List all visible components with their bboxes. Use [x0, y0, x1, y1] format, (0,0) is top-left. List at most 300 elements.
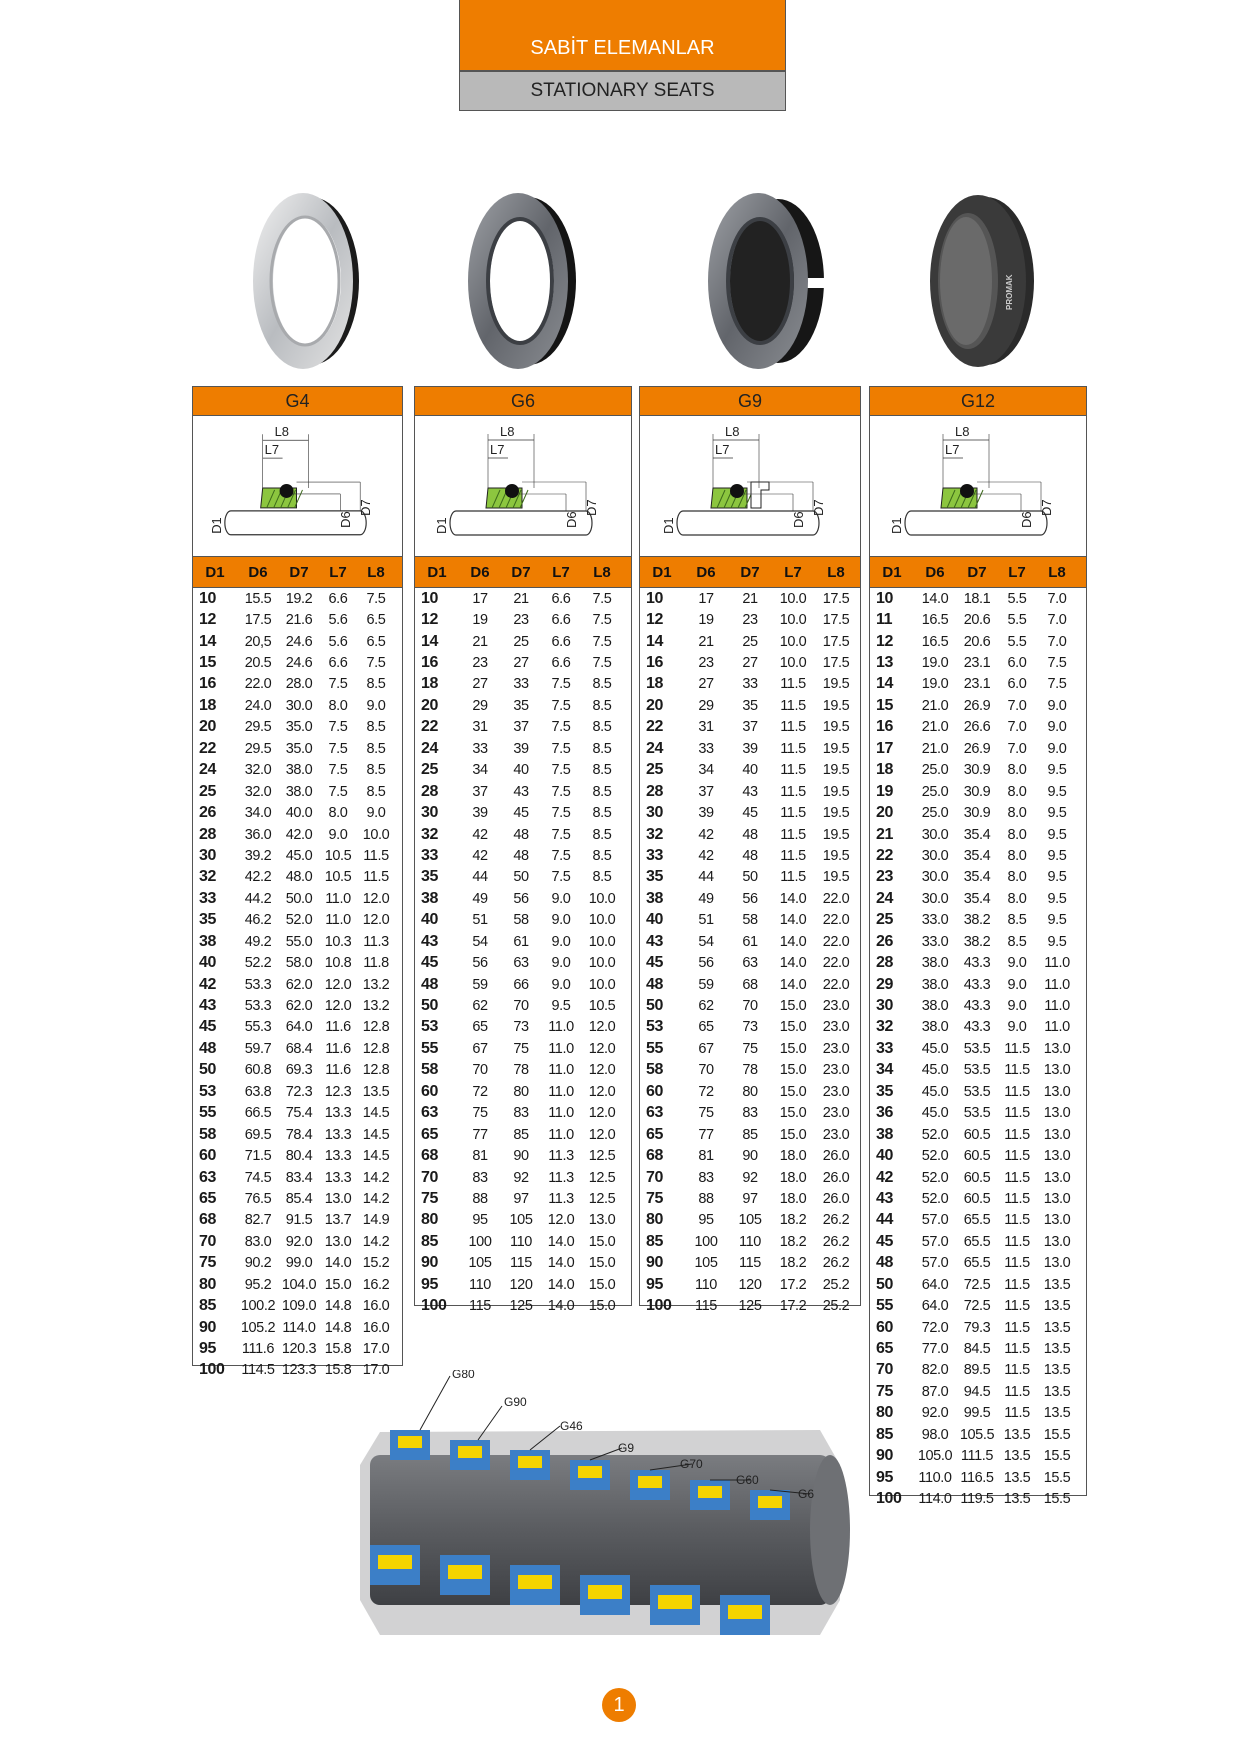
cell-d7: 110 — [739, 1233, 761, 1250]
cell-d6: 64.0 — [921, 1298, 949, 1315]
cell-d1: 45 — [876, 1232, 893, 1250]
cell-l8: 12.0 — [588, 1062, 616, 1079]
cell-l8: 15.5 — [1043, 1469, 1071, 1486]
cell-d1: 85 — [199, 1297, 216, 1315]
cell-l7: 14.0 — [547, 1276, 575, 1293]
cell-d1: 17 — [876, 739, 893, 757]
cell-d7: 21.6 — [285, 612, 313, 629]
cell-d7: 43 — [513, 783, 529, 800]
table-row — [193, 1253, 402, 1274]
cell-l7: 14.8 — [324, 1298, 352, 1315]
cell-l8: 12.8 — [362, 1040, 390, 1057]
cell-l7: 12.0 — [324, 976, 352, 993]
table-row — [415, 1038, 631, 1059]
cell-d7: 83.4 — [285, 1169, 313, 1186]
cell-l8: 7.5 — [366, 590, 386, 607]
cell-d7: 70 — [513, 998, 529, 1015]
table-row — [870, 824, 1086, 845]
cell-l7: 14.0 — [547, 1255, 575, 1272]
cell-l8: 19.5 — [822, 762, 850, 779]
cell-d7: 99.5 — [963, 1405, 991, 1422]
l8-label: L8 — [274, 424, 289, 440]
cell-d1: 20 — [199, 718, 216, 736]
cell-l8: 8.5 — [592, 869, 612, 886]
cell-l8: 19.5 — [822, 805, 850, 822]
cell-l7: 11.5 — [1004, 1083, 1030, 1100]
table-title: G9 — [640, 387, 860, 416]
column-header-l7: L7 — [784, 563, 802, 581]
cell-d7: 26.9 — [963, 697, 991, 714]
cell-l8: 13.2 — [362, 976, 390, 993]
cell-l7: 10.0 — [779, 612, 807, 629]
cell-l8: 6.5 — [366, 612, 386, 629]
cell-d7: 85.4 — [285, 1190, 313, 1207]
cell-d1: 45 — [646, 954, 663, 972]
cell-d6: 60.8 — [244, 1062, 272, 1079]
cell-d1: 60 — [199, 1147, 216, 1165]
cell-d7: 42.0 — [285, 826, 313, 843]
table-row — [640, 802, 860, 823]
cell-d1: 28 — [646, 782, 663, 800]
cell-d6: 29.5 — [244, 719, 272, 736]
cell-l8: 11.3 — [363, 933, 389, 950]
cell-d1: 48 — [646, 975, 663, 993]
cell-d6: 42 — [472, 847, 488, 864]
cell-d1: 14 — [646, 632, 663, 650]
cell-d6: 98.0 — [921, 1426, 949, 1443]
cell-d7: 30.0 — [285, 697, 313, 714]
cell-l8: 13.2 — [362, 998, 390, 1015]
cell-d7: 55.0 — [285, 933, 313, 950]
cell-d1: 33 — [646, 846, 663, 864]
cell-l8: 13.0 — [1043, 1255, 1071, 1272]
table-row — [870, 845, 1086, 866]
table-row — [640, 952, 860, 973]
table-row — [870, 1317, 1086, 1338]
cell-d7: 65.5 — [963, 1233, 991, 1250]
brand-mark: PROMAK — [1005, 274, 1014, 310]
cell-d6: 88 — [698, 1190, 714, 1207]
cell-l7: 13.3 — [324, 1169, 352, 1186]
cell-d7: 43 — [742, 783, 758, 800]
cross-section-diagram — [415, 416, 631, 556]
cell-d1: 40 — [876, 1147, 893, 1165]
cell-d1: 15 — [199, 654, 216, 672]
cell-l8: 25.2 — [822, 1298, 850, 1315]
cell-l7: 9.5 — [551, 998, 571, 1015]
d1-label: D1 — [889, 517, 904, 534]
cell-d7: 69.3 — [285, 1062, 313, 1079]
cell-d1: 13 — [876, 654, 893, 672]
cell-d7: 58.0 — [285, 955, 313, 972]
table-row — [415, 1124, 631, 1145]
column-header-d6: D6 — [696, 563, 716, 581]
cell-d6: 33 — [698, 740, 714, 757]
cell-d1: 43 — [646, 932, 663, 950]
table-row — [415, 1081, 631, 1102]
cell-l8: 9.0 — [366, 805, 386, 822]
cell-l8: 15.5 — [1043, 1448, 1071, 1465]
table-row — [870, 910, 1086, 931]
cell-l7: 13.5 — [1003, 1426, 1031, 1443]
cell-l7: 11.5 — [780, 697, 806, 714]
cell-d1: 40 — [199, 954, 216, 972]
cell-l7: 18.0 — [779, 1148, 807, 1165]
cell-l7: 11.5 — [1004, 1383, 1030, 1400]
cell-l8: 17.5 — [822, 612, 850, 629]
cell-l8: 13.5 — [1043, 1405, 1071, 1422]
table-row — [640, 760, 860, 781]
cell-d6: 25.0 — [921, 805, 949, 822]
cell-l7: 11.5 — [1004, 1105, 1030, 1122]
cell-d7: 43.3 — [963, 976, 991, 993]
o-ring-symbol — [730, 484, 744, 498]
cell-d1: 23 — [876, 868, 893, 886]
cell-l8: 8.5 — [592, 762, 612, 779]
cell-d1: 33 — [421, 846, 438, 864]
cell-d1: 33 — [199, 889, 216, 907]
cell-l7: 15.0 — [324, 1276, 352, 1293]
cell-l7: 11.6 — [325, 1062, 351, 1079]
cell-d1: 53 — [646, 1018, 663, 1036]
cell-d7: 43.3 — [963, 1019, 991, 1036]
cell-l8: 26.2 — [822, 1212, 850, 1229]
cell-d1: 65 — [646, 1125, 663, 1143]
cell-d1: 10 — [876, 589, 893, 607]
table-row — [870, 1081, 1086, 1102]
cell-l8: 13.5 — [362, 1083, 390, 1100]
table-row — [640, 931, 860, 952]
cell-l7: 13.3 — [324, 1126, 352, 1143]
cell-d6: 62 — [698, 998, 714, 1015]
table-row — [870, 588, 1086, 609]
cell-l7: 11.5 — [1004, 1169, 1030, 1186]
cross-section-diagram — [640, 416, 860, 556]
table-row — [193, 867, 402, 888]
cell-d6: 53.3 — [244, 998, 272, 1015]
cell-l7: 11.5 — [1004, 1190, 1030, 1207]
cell-l7: 10.0 — [779, 655, 807, 672]
cell-l7: 10.5 — [324, 869, 352, 886]
cell-l8: 7.0 — [1047, 590, 1067, 607]
cell-l8: 14.2 — [362, 1169, 390, 1186]
cell-d1: 58 — [199, 1125, 216, 1143]
cell-d6: 59.7 — [244, 1040, 272, 1057]
cell-d1: 63 — [421, 1104, 438, 1122]
cell-d7: 97 — [742, 1190, 758, 1207]
cell-l7: 11.5 — [780, 762, 806, 779]
cell-d1: 50 — [646, 997, 663, 1015]
cell-d6: 110.0 — [918, 1469, 952, 1486]
cell-l8: 8.5 — [366, 783, 386, 800]
table-row — [193, 1188, 402, 1209]
cell-l8: 19.5 — [822, 869, 850, 886]
cell-l8: 16.0 — [362, 1319, 390, 1336]
cell-l8: 23.0 — [822, 1083, 850, 1100]
cell-d1: 60 — [876, 1318, 893, 1336]
table-row — [193, 588, 402, 609]
cell-d6: 105.2 — [240, 1319, 276, 1336]
cell-l7: 13.0 — [324, 1233, 352, 1250]
cell-d1: 14 — [421, 632, 438, 650]
cell-l7: 7.5 — [328, 676, 348, 693]
column-header-l7: L7 — [1008, 563, 1026, 581]
cell-d6: 37 — [472, 783, 488, 800]
cell-d6: 110 — [695, 1276, 717, 1293]
cell-l8: 12.8 — [362, 1062, 390, 1079]
cell-l7: 15.0 — [779, 1126, 807, 1143]
cell-d1: 68 — [646, 1147, 663, 1165]
cell-d7: 68 — [742, 976, 758, 993]
cell-l8: 14.2 — [362, 1190, 390, 1207]
d7-label: D7 — [811, 499, 826, 516]
cell-d6: 17 — [698, 590, 714, 607]
cell-l7: 12.0 — [324, 998, 352, 1015]
cell-d7: 120 — [738, 1276, 762, 1293]
cell-l8: 12.0 — [588, 1105, 616, 1122]
cell-l7: 11.3 — [548, 1148, 574, 1165]
cell-d7: 80.4 — [285, 1148, 313, 1165]
table-row — [193, 1274, 402, 1295]
cell-d6: 23 — [698, 655, 714, 672]
table-row — [415, 1253, 631, 1274]
cell-l8: 23.0 — [822, 1062, 850, 1079]
cell-l7: 9.0 — [1007, 998, 1027, 1015]
cell-l8: 13.5 — [1043, 1341, 1071, 1358]
table-row — [870, 695, 1086, 716]
cell-l8: 10.0 — [588, 890, 616, 907]
cell-l8: 11.0 — [1044, 998, 1070, 1015]
cell-d7: 45 — [513, 805, 529, 822]
table-row — [193, 995, 402, 1016]
cell-d7: 83 — [742, 1105, 758, 1122]
cell-d1: 80 — [199, 1275, 216, 1293]
cell-d1: 45 — [421, 954, 438, 972]
cell-d6: 65 — [698, 1019, 714, 1036]
cell-d7: 45.0 — [285, 847, 313, 864]
table-row — [870, 609, 1086, 630]
table-row — [415, 717, 631, 738]
cell-l8: 13.0 — [1043, 1233, 1071, 1250]
table-g6 — [414, 386, 632, 1315]
cell-d6: 115 — [695, 1298, 717, 1315]
cell-l8: 11.5 — [363, 869, 389, 886]
cell-l8: 13.5 — [1043, 1362, 1071, 1379]
cell-l7: 7.5 — [551, 697, 571, 714]
cell-d7: 53.5 — [963, 1105, 991, 1122]
table-row — [870, 1424, 1086, 1445]
table-row — [870, 1446, 1086, 1467]
cell-d7: 35.4 — [963, 847, 991, 864]
cell-d7: 23 — [742, 612, 758, 629]
table-header — [870, 557, 1086, 588]
cell-d7: 21 — [513, 590, 529, 607]
assembly-cutaway-image — [350, 1370, 850, 1670]
cell-d6: 105 — [694, 1255, 718, 1272]
table-row — [640, 1295, 860, 1316]
cell-d1: 35 — [421, 868, 438, 886]
cell-l7: 7.5 — [328, 783, 348, 800]
cell-l7: 7.5 — [328, 740, 348, 757]
table-row — [415, 910, 631, 931]
cell-l8: 25.2 — [822, 1276, 850, 1293]
table-row — [193, 1038, 402, 1059]
cell-d6: 56 — [472, 955, 488, 972]
cross-section-diagram — [193, 416, 402, 556]
table-row — [870, 1274, 1086, 1295]
cell-l8: 9.5 — [1047, 805, 1067, 822]
cell-d7: 35.4 — [963, 890, 991, 907]
cell-d7: 38.0 — [285, 783, 313, 800]
cell-l8: 17.5 — [822, 590, 850, 607]
table-row — [870, 974, 1086, 995]
cell-d7: 109.0 — [281, 1298, 317, 1315]
cell-d1: 50 — [421, 997, 438, 1015]
cell-l7: 9.0 — [551, 912, 571, 929]
cell-l7: 11.0 — [548, 1040, 574, 1057]
cell-d1: 28 — [876, 954, 893, 972]
cell-d7: 26.6 — [963, 719, 991, 736]
cell-l7: 8.5 — [1007, 933, 1027, 950]
cell-d6: 52.0 — [921, 1169, 949, 1186]
cell-d6: 69.5 — [244, 1126, 272, 1143]
cell-d7: 48 — [513, 847, 529, 864]
cell-d6: 22.0 — [244, 676, 272, 693]
cell-d1: 35 — [876, 1082, 893, 1100]
cell-l8: 26.0 — [822, 1148, 850, 1165]
cell-l8: 9.0 — [1047, 740, 1067, 757]
cell-d1: 50 — [876, 1275, 893, 1293]
table-row — [640, 995, 860, 1016]
cell-d6: 70 — [472, 1062, 488, 1079]
table-row — [870, 1253, 1086, 1274]
cell-d1: 45 — [199, 1018, 216, 1036]
assembly-label-g90: G90 — [504, 1395, 527, 1409]
cell-d1: 38 — [199, 932, 216, 950]
cell-l7: 8.0 — [1007, 890, 1027, 907]
cell-l8: 26.0 — [822, 1190, 850, 1207]
cell-d7: 53.5 — [963, 1083, 991, 1100]
cell-l8: 8.5 — [366, 676, 386, 693]
cell-d6: 23 — [472, 655, 488, 672]
table-header — [640, 557, 860, 588]
cell-l7: 6.6 — [328, 590, 348, 607]
cell-d1: 18 — [421, 675, 438, 693]
cell-d6: 16.5 — [921, 612, 949, 629]
cell-d7: 24.6 — [285, 655, 313, 672]
table-row — [415, 695, 631, 716]
cell-d7: 56 — [513, 890, 529, 907]
cell-l8: 15.5 — [1043, 1491, 1071, 1508]
cell-l8: 9.5 — [1047, 826, 1067, 843]
cell-l7: 6.6 — [551, 633, 571, 650]
cell-l8: 9.5 — [1047, 869, 1067, 886]
cell-l7: 8.0 — [328, 805, 348, 822]
cell-l8: 11.5 — [363, 847, 389, 864]
cell-d1: 38 — [646, 889, 663, 907]
cell-d7: 53.5 — [963, 1040, 991, 1057]
table-row — [415, 781, 631, 802]
cell-l8: 13.0 — [588, 1212, 616, 1229]
cell-d6: 105 — [468, 1255, 492, 1272]
cell-d7: 35 — [742, 697, 758, 714]
cell-d7: 20.6 — [963, 633, 991, 650]
cell-d7: 66 — [513, 976, 529, 993]
cell-d6: 55.3 — [244, 1019, 272, 1036]
cell-l7: 15.0 — [779, 1019, 807, 1036]
table-row — [870, 1231, 1086, 1252]
table-g4 — [192, 386, 403, 1379]
table-row — [193, 1124, 402, 1145]
table-row — [415, 674, 631, 695]
cell-l7: 18.2 — [779, 1212, 807, 1229]
cell-l7: 11.5 — [1004, 1062, 1030, 1079]
cell-d7: 73 — [742, 1019, 758, 1036]
cell-l8: 13.0 — [1043, 1083, 1071, 1100]
l7-label: L7 — [945, 442, 960, 457]
cell-l8: 19.5 — [822, 719, 850, 736]
cell-d7: 25 — [742, 633, 758, 650]
cell-l7: 6.0 — [1007, 676, 1027, 693]
cell-d6: 20,5 — [244, 633, 272, 650]
table-row — [193, 1081, 402, 1102]
cell-l7: 11.3 — [548, 1190, 574, 1207]
cell-l7: 8.0 — [1007, 847, 1027, 864]
cell-d1: 15 — [876, 696, 893, 714]
cell-l8: 10.0 — [588, 933, 616, 950]
cell-d1: 90 — [646, 1254, 663, 1272]
cell-l7: 11.0 — [325, 912, 351, 929]
o-ring-symbol — [960, 484, 974, 498]
cell-d1: 16 — [421, 654, 438, 672]
cell-l8: 15.5 — [1043, 1426, 1071, 1443]
table-row — [640, 717, 860, 738]
cell-d6: 15.5 — [244, 590, 272, 607]
cell-d6: 29.5 — [244, 740, 272, 757]
table-row — [640, 1253, 860, 1274]
table-row — [870, 1467, 1086, 1488]
cell-d7: 79.3 — [963, 1319, 991, 1336]
cell-d1: 35 — [199, 911, 216, 929]
cell-d7: 21 — [742, 590, 758, 607]
cell-d6: 75 — [698, 1105, 714, 1122]
cell-d6: 67 — [698, 1040, 714, 1057]
cell-d6: 57.0 — [921, 1255, 949, 1272]
cell-l8: 7.5 — [1047, 655, 1067, 672]
cell-d6: 53.3 — [244, 976, 272, 993]
table-row — [640, 867, 860, 888]
cell-d6: 44 — [472, 869, 488, 886]
assembly-label-g9: G9 — [618, 1441, 635, 1455]
table-row — [640, 609, 860, 630]
cell-d7: 30.9 — [963, 762, 991, 779]
cell-d7: 92.0 — [285, 1233, 313, 1250]
cell-d7: 125 — [738, 1298, 762, 1315]
cell-l7: 18.0 — [779, 1190, 807, 1207]
cell-l8: 23.0 — [822, 1105, 850, 1122]
cell-l7: 11.0 — [548, 1105, 574, 1122]
cell-l7: 15.0 — [779, 998, 807, 1015]
table-row — [415, 974, 631, 995]
cell-d7: 48 — [742, 826, 758, 843]
cell-l7: 11.5 — [780, 869, 806, 886]
cell-l8: 7.5 — [592, 590, 612, 607]
cell-d1: 80 — [646, 1211, 663, 1229]
cell-l8: 13.0 — [1043, 1126, 1071, 1143]
cell-d7: 39 — [742, 740, 758, 757]
cell-d7: 60.5 — [963, 1126, 991, 1143]
cell-d7: 61 — [513, 933, 529, 950]
